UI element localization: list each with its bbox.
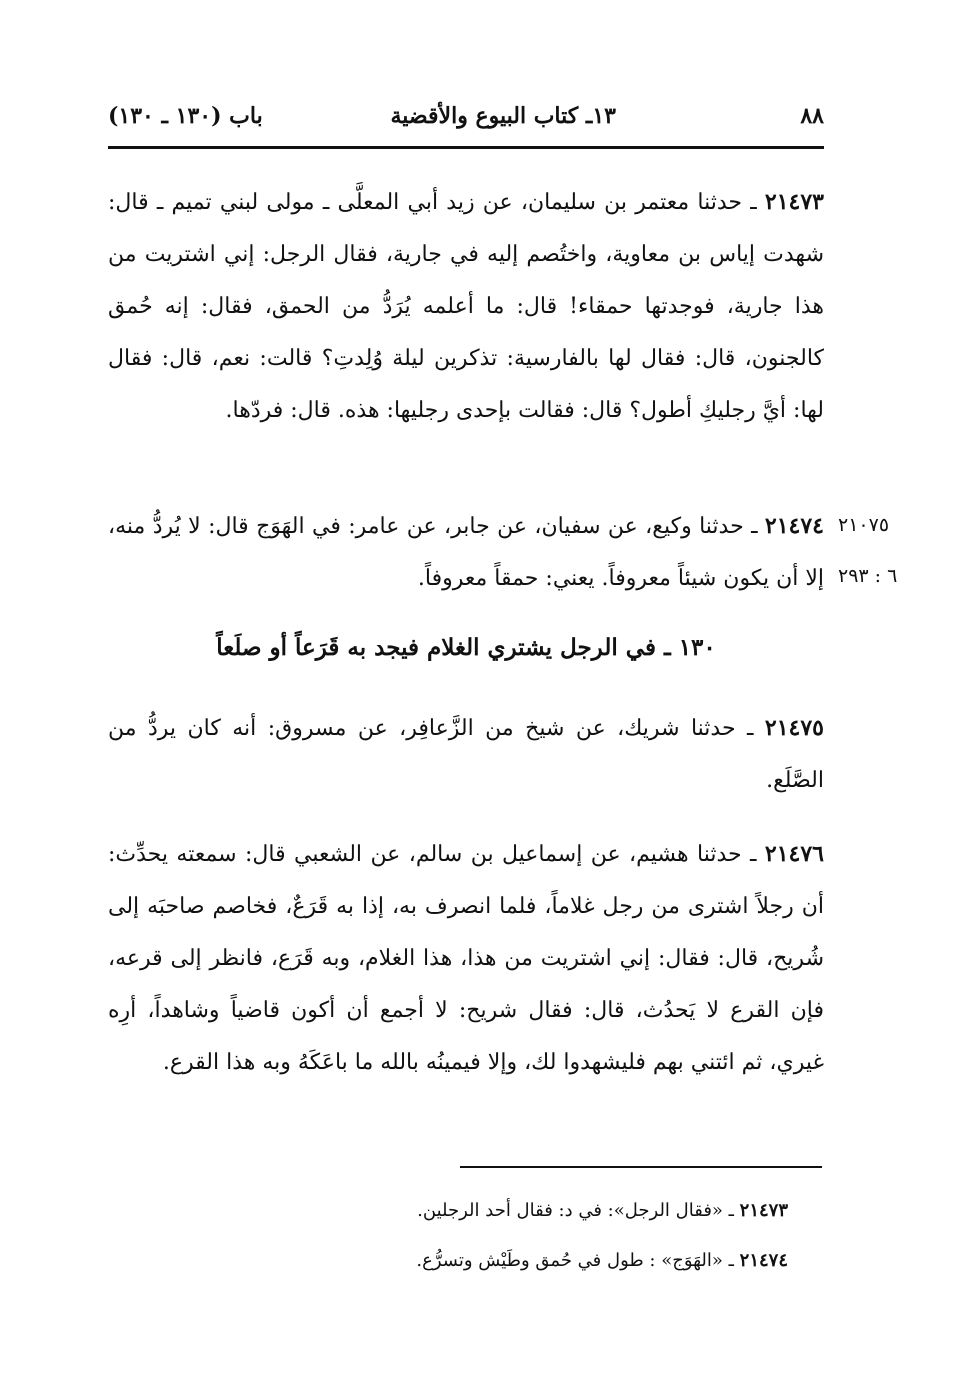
section-heading: ١٣٠ ـ في الرجل يشتري الغلام فيجد به قَرَعاً أو صلَعاً (216, 634, 716, 661)
hadith-number: ٢١٤٧٤ (764, 513, 824, 539)
running-header (108, 96, 824, 136)
footnote-text: ـ «فقال الرجل»: في د: فقال أحد الرجلين. (417, 1200, 740, 1221)
book-title: ١٣ـ كتاب البيوع والأقضية (390, 103, 616, 129)
hadith-paragraph (108, 176, 824, 437)
footnote-text: ـ «الهَوَج» : طول في حُمق وطَيْش وتسرُّع. (416, 1250, 740, 1271)
hadith-paragraph (108, 828, 824, 1089)
margin-reference: ٦ : ٢٩٣ (838, 565, 898, 587)
footnote-number: ٢١٤٧٤ (739, 1250, 788, 1271)
hadith-paragraph (108, 500, 824, 605)
hadith-number: ٢١٤٧٥ (764, 715, 824, 741)
footnote-number: ٢١٤٧٣ (739, 1200, 788, 1221)
footnote (108, 1246, 788, 1276)
header-divider (108, 146, 824, 149)
hadith-text: ـ حدثنا شريك، عن شيخ من الزَّعافِر، عن مسروق: أنه كان يردُّ من الصَّلَع. (108, 716, 824, 793)
margin-reference: ٢١٠٧٥ (838, 514, 890, 536)
page-number: ٨٨ (800, 103, 824, 129)
hadith-number: ٢١٤٧٣ (764, 189, 824, 215)
footnote-divider (460, 1166, 822, 1168)
hadith-text: ـ حدثنا معتمر بن سليمان، عن زيد أبي المعلَّى ـ مولى لبني تميم ـ قال: شهدت إياس بن معاوية، واختُصم إليه في جارية، فقال الرجل: إني اشتريت من هذا جارية، فوجدتها حمقاء! قال: ما أعلمه يُرَدُّ من الحمق، فقال: إنه حُمق كالجنون، قال: فقال لها بالفارسية: تذكرين ليلة وُلِدتِ؟ قالت: نعم، قال: فقال لها: أيَّ رجليكِ أطول؟ قال: فقالت بإحدى رجليها: هذه. قال: فردّها. (108, 190, 824, 423)
hadith-text: ـ حدثنا وكيع، عن سفيان، عن جابر، عن عامر: في الهَوَج قال: لا يُردُّ منه، إلا أن يكون شيئاً معروفاً. يعني: حمقاً معروفاً. (108, 514, 824, 591)
chapter-label: باب (١٣٠ ـ ١٣٠) (108, 103, 263, 129)
hadith-paragraph (108, 702, 824, 807)
footnote (108, 1196, 788, 1226)
hadith-text: ـ حدثنا هشيم، عن إسماعيل بن سالم، عن الشعبي قال: سمعته يحدِّث: أن رجلاً اشترى من رجل غلاماً، فلما انصرف به، إذا به قَرَعٌ، فخاصم صاحبَه إلى شُريح، قال: فقال: إني اشتريت من هذا، هذا الغلام، وبه قَرَع، فانظر إلى قرعه، فإن القرع لا يَحدُث، قال: فقال شريح: لا أجمع أن أكون قاضياً وشاهداً، أرِه غيري، ثم ائتني بهم فليشهدوا لك، وإلا فيمينُه بالله ما باعَكَهُ وبه هذا القرع. (108, 842, 824, 1075)
hadith-number: ٢١٤٧٦ (764, 841, 824, 867)
